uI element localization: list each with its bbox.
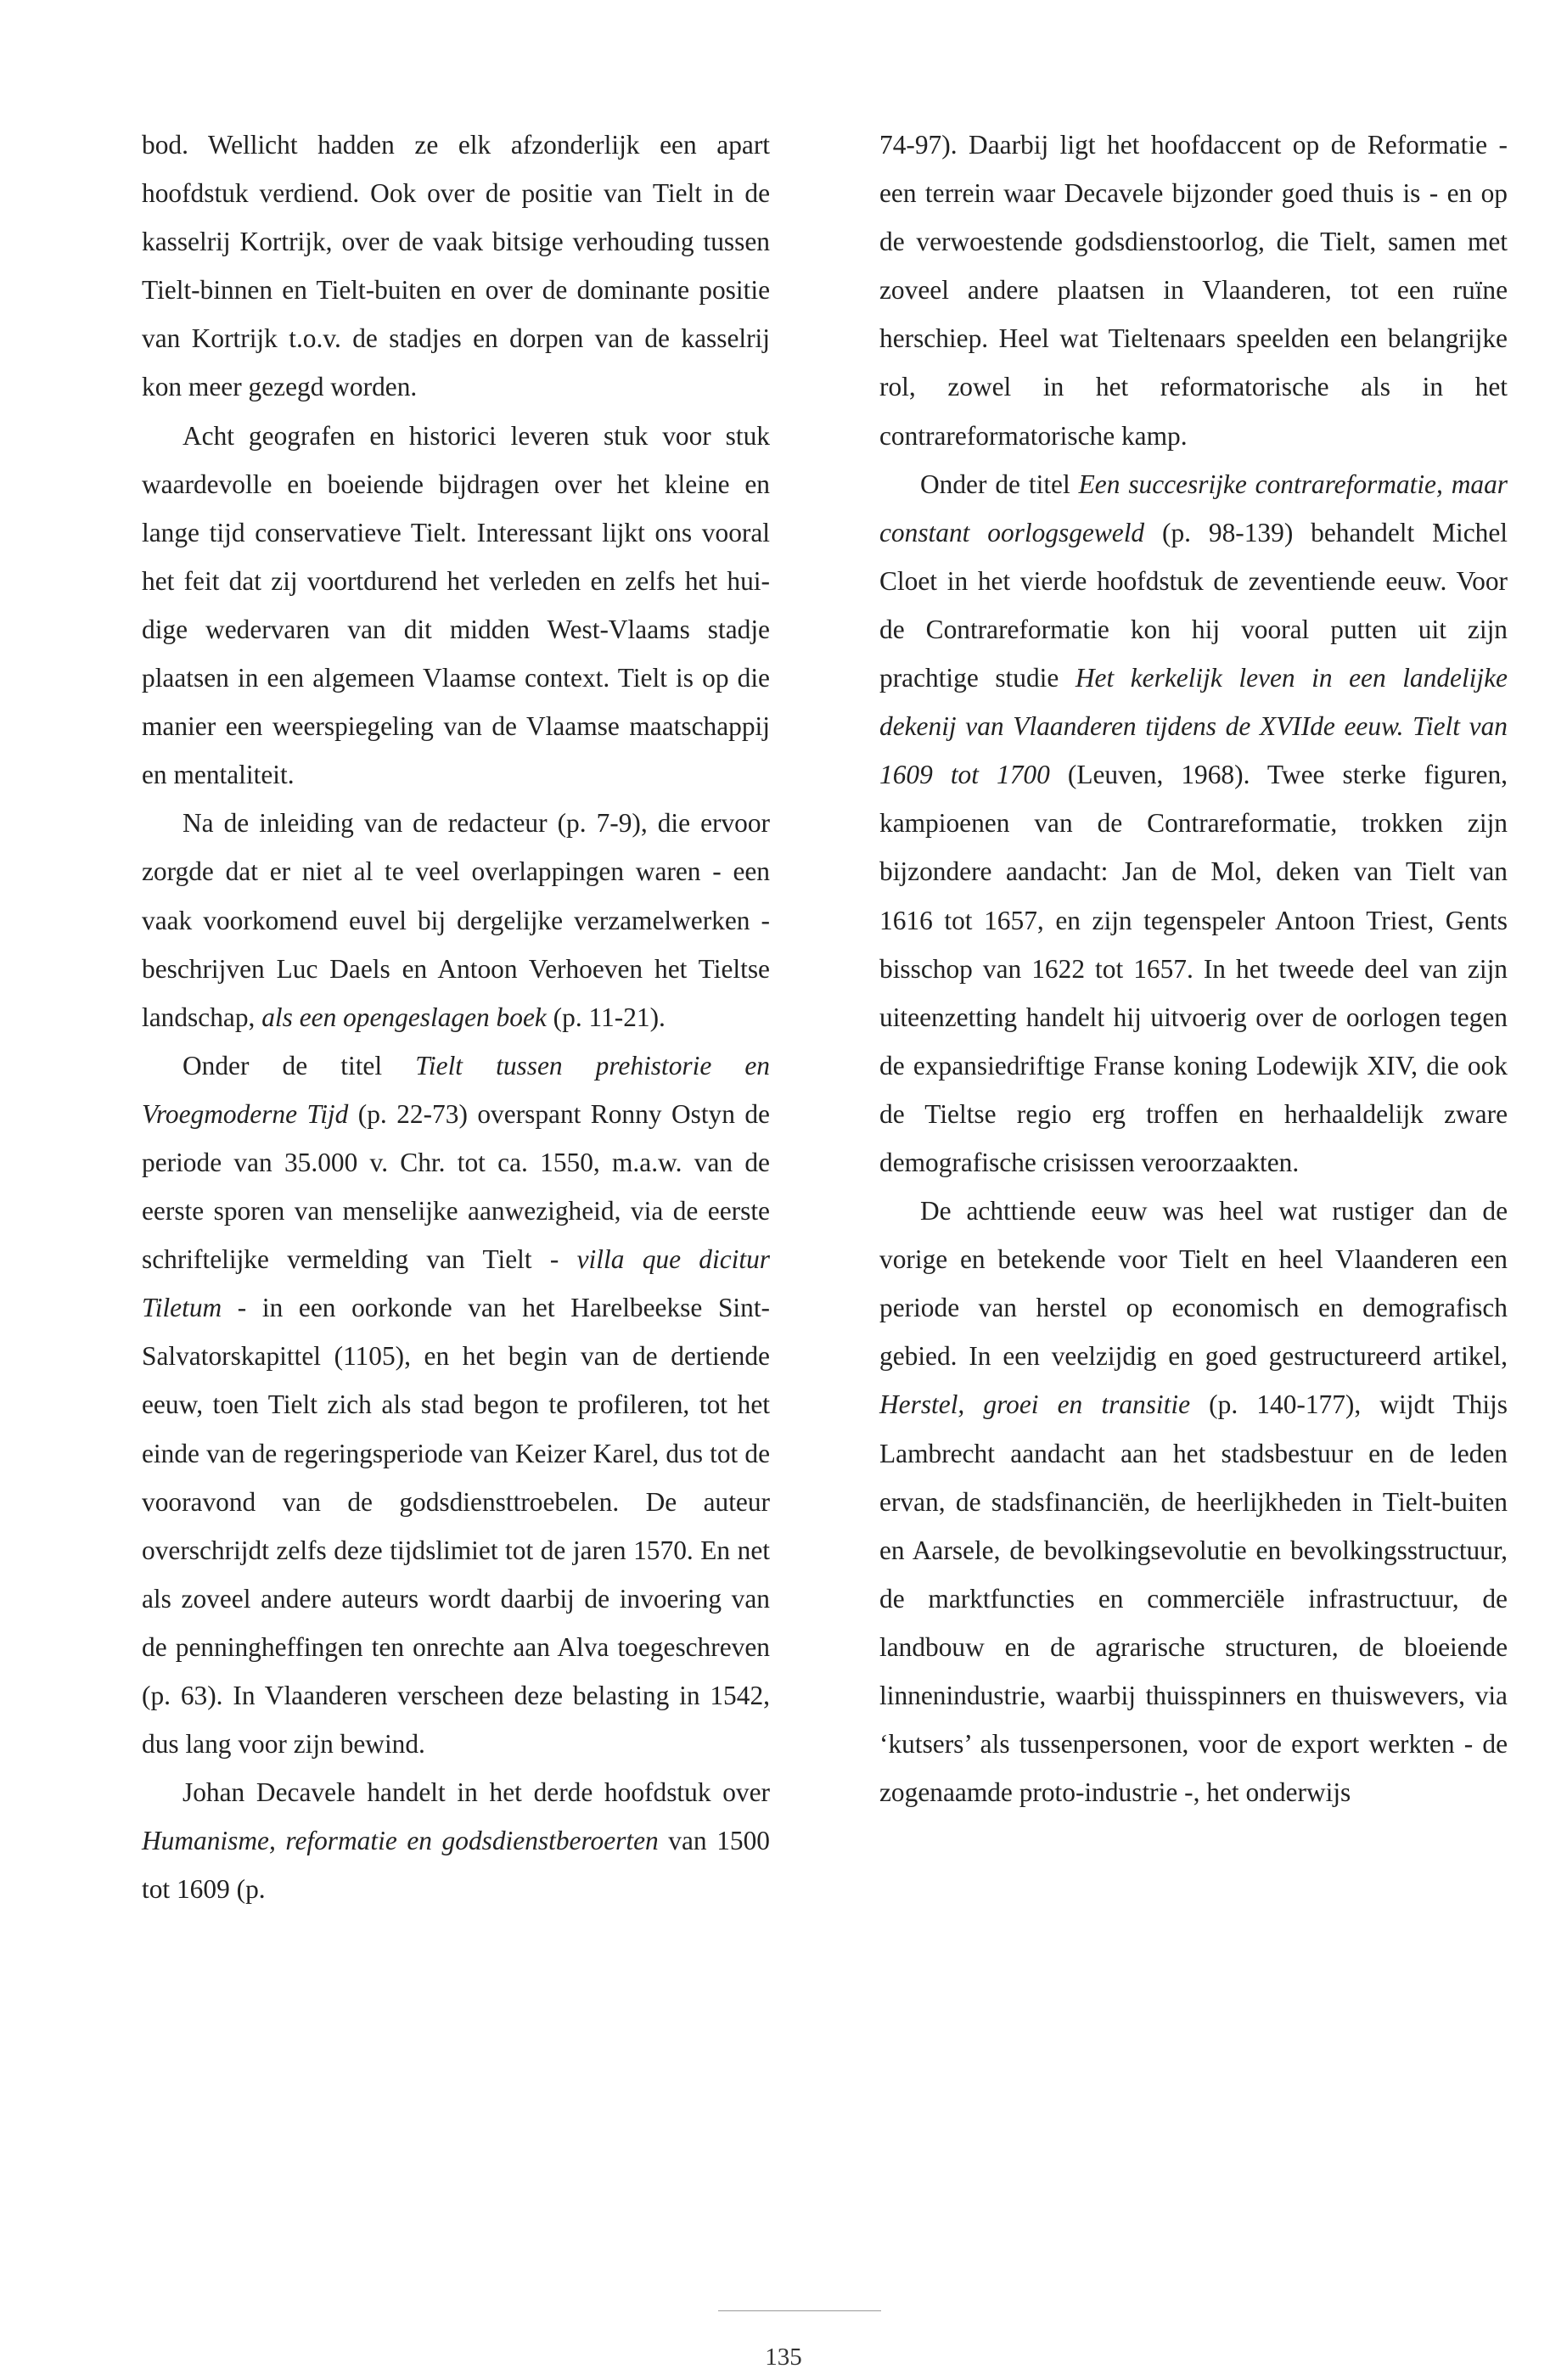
text-run: - in een oorkonde van het Harelbeekse Sint-Salvatorskapittel (1105), en het begin van de dertiende eeuw, toen Tielt zich als stad begon te profileren, tot het einde van de regeringsperiode van Keizer Karel, dus tot de vooravond van de godsdiensttroebelen. De auteur overschrijdt zelfs deze tijdslimiet tot de jaren 1570. En net als zoveel andere auteurs wordt daarbij de invoering van de penningheffingen ten onrechte aan Alva toegeschreven (p. 63). In Vlaanderen verscheen deze belasting in 1542, dus lang voor zijn bewind. (142, 1293, 770, 1760)
italic-title: Herstel, groei en transitie (879, 1389, 1191, 1420)
text-run: (p. 140-177), wijdt Thijs Lambrecht aandacht aan het stadsbestuur en de leden ervan, de stadsfinanciën, de heerlijkheden in Tielt-buiten en Aarsele, de bevolkingsevolutie en bevolkingsstructuur, de marktfuncties en commerciële infrastructuur, de landbouw en de agrarische structuren, de bloeiende linnenindustrie, waarbij thuisspinners en thuiswevers, via ‘kutsers’ als tussenpersonen, voor de export werkten - de zogenaamde proto-industrie -, het onderwijs (879, 1389, 1508, 1808)
text-run: Onder de titel (920, 469, 1079, 499)
italic-title: Humanisme, reformatie en godsdienstberoerten (142, 1826, 659, 1856)
italic-title: Een succesrijke contrareformatie, maar constant oorlogsgeweld (879, 469, 1508, 547)
text-run: Johan Decavele handelt in het derde hoofdstuk over (183, 1777, 770, 1808)
text-run: Acht geografen en historici leveren stuk voor stuk waardevolle en boeiende bijdragen over het kleine en lange tijd conservatieve Tielt. Interessant lijkt ons vooral het feit dat zij voortdurend het verleden en zelfs het huidige wedervaren van dit midden West-Vlaams stadje plaatsen in een algemeen Vlaamse context. Tielt is op die manier een weerspiegeling van de Vlaamse maatschappij en mentaliteit. (142, 420, 770, 790)
right-column-paragraph (879, 460, 1508, 1187)
text-run: (p. 11-21). (546, 1002, 666, 1032)
right-column-paragraph (879, 121, 1508, 460)
text-run: bod. Wellicht hadden ze elk afzonderlijk een apart hoofdstuk verdiend. Ook over de positie van Tielt in de kasselrij Kortrijk, over de vaak bitsige verhouding tussen Tielt-binnen en Tielt-buiten en over de dominante positie van Kortrijk t.o.v. de stadjes en dorpen van de kasselrij kon meer gezegd worden. (142, 130, 770, 402)
text-run: Onder de titel (183, 1050, 416, 1081)
footer-rule (718, 2310, 881, 2311)
text-run: (p. 98-139) behandelt Michel Cloet in het vierde hoofdstuk de zeventiende eeuw. Voor de Contrareformatie kon hij vooral putten uit zijn prachtige studie (879, 517, 1508, 693)
italic-title: villa que dicitur Tiletum (142, 1244, 770, 1323)
left-column-paragraph (142, 1041, 770, 1768)
left-column-paragraph (142, 1768, 770, 1913)
left-column-paragraph (142, 121, 770, 412)
italic-title: Tielt tussen prehistorie en Vroegmoderne Tijd (142, 1050, 770, 1129)
text-run: van 1500 tot 1609 (p. (142, 1826, 770, 1905)
text-run: (Leuven, 1968). Twee sterke figuren, kampioenen van de Contrareformatie, trokken zijn bijzondere aandacht: Jan de Mol, deken van Tielt van 1616 tot 1657, en zijn tegenspeler Antoon Triest, Gents bisschop van 1622 tot 1657. In het tweede deel van zijn uiteenzetting handelt hij uitvoerig over de oorlogen tegen de expansiedriftige Franse koning Lodewijk XIV, die ook de Tieltse regio erg troffen en herhaaldelijk zware demografische crisissen veroorzaakten. (879, 760, 1508, 1177)
text-run: Na de inleiding van de redacteur (p. 7-9), die ervoor zorgde dat er niet al te veel overlappingen waren - een vaak voorkomend euvel bij dergelijke verzamelwerken - beschrijven Luc Daels en Antoon Verhoeven het Tieltse landschap, (142, 808, 770, 1032)
right-column (879, 121, 1508, 1816)
text-run: (p. 22-73) overspant Ronny Ostyn de periode van 35.000 v. Chr. tot ca. 1550, m.a.w. van de eerste sporen van menselijke aanwezigheid, via de eerste schriftelijke vermelding van Tielt - (142, 1098, 770, 1275)
text-run: De achttiende eeuw was heel wat rustiger dan de vorige en betekende voor Tielt en heel Vlaanderen een periode van herstel op economisch en demografisch gebied. In een veelzijdig en goed gestructureerd artikel, (879, 1196, 1508, 1372)
italic-title: als een opengeslagen boek (261, 1002, 547, 1032)
page-number: 135 (765, 2344, 802, 2371)
right-column-paragraph (879, 1187, 1508, 1816)
left-column-paragraph (142, 412, 770, 800)
text-run: 74-97). Daarbij ligt het hoofdaccent op de Reformatie - een terrein waar Decavele bijzonder goed thuis is - en op de verwoestende godsdienstoorlog, die Tielt, samen met zoveel andere plaatsen in Vlaanderen, tot een ruïne herschiep. Heel wat Tieltenaars speelden een belangrijke rol, zowel in het reformatorische als in het contrareformatorische kamp. (879, 130, 1508, 451)
left-column (142, 121, 770, 1913)
left-column-paragraph (142, 799, 770, 1041)
italic-title: Het kerkelijk leven in een landelijke dekenij van Vlaanderen tijdens de XVIIde eeuw. Tielt van 1609 tot 1700 (879, 663, 1508, 790)
